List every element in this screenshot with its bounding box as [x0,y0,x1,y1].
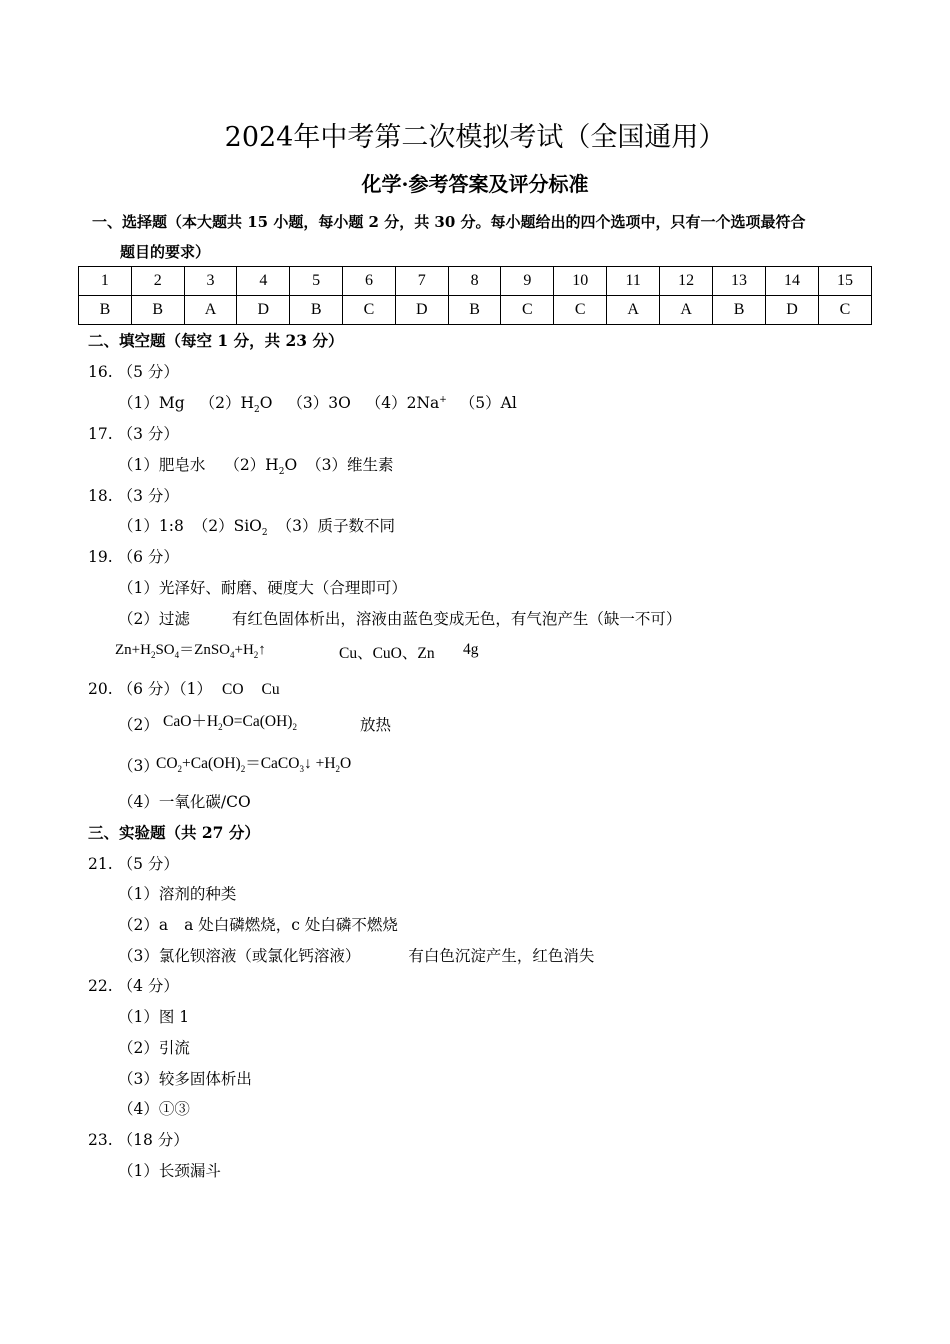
question-number-cell: 3 [184,267,237,296]
q17-answer-3: （3）维生素 [306,456,394,474]
q19-eq-part: SO [155,642,175,658]
q20-equation-3: $CO_2+Ca(OH)_2=CaCO_3↓ +H_2O$ [156,755,352,775]
answer-cell: C [501,296,554,325]
answer-cell: A [184,296,237,325]
q19-answer-4: 4g [463,641,479,658]
q20-eq3-part: O [340,755,352,772]
q20-answer-4: （4）一氧化碳/CO [118,793,251,811]
answer-cell: D [395,296,448,325]
q22-answer-3: （3）较多固体析出 [118,1070,252,1088]
q16-answer-2: $(2)H_2O$ [199,394,273,416]
q19-answer-2a: （2）过滤 [118,610,190,628]
q21-answer-3a: （3）氯化钡溶液（或氯化钙溶液） [118,947,361,965]
answer-table-answer-row [79,296,872,325]
question-number-cell: 2 [131,267,184,296]
q17-answer-2-h: （2）H [224,456,279,474]
q18-answers [118,514,395,538]
q22-answer-1: （1）图 1 [118,1008,190,1026]
question-number-cell: 10 [554,267,607,296]
q16-answer-4 [366,394,447,412]
q19-equation: $Zn+H_2SO_4=ZnSO_4+H_2↑$ [115,642,266,660]
q20-equation-2: $CaO+H_2O=Ca(OH)_2$ [163,713,297,733]
question-number-cell: 11 [607,267,660,296]
q19-answer-2 [118,607,681,629]
q19-answer-3: Cu、CuO、Zn [339,645,435,662]
section1-heading-line2: 题目的要求） [120,243,211,261]
section2-heading: 二、填空题（每空 1 分，共 23 分） [88,331,344,350]
q17-answers [118,453,393,477]
q16-answer-4-na: （4）2Na [365,394,440,412]
q20-eq3-part: +Ca(OH) [182,755,241,772]
q20-label: 20. （6 分）（1） [88,680,212,698]
q16-answer-4-charge: + [439,394,447,405]
question-number-cell: 9 [501,267,554,296]
answer-cell: B [79,296,132,325]
q20-answer-2-label: （2） [118,716,159,734]
q17-answer-1: （1）肥皂水 [118,456,206,474]
q22-label: 22. （4 分） [88,977,179,995]
question-number-cell: 13 [713,267,766,296]
answer-cell: C [818,296,871,325]
q18-answer-3: （3）质子数不同 [276,517,395,535]
q18-answer-2: （2）SiO$_2$ [192,517,268,539]
q19-eq-part: Zn+H [115,642,151,658]
q19-answer-2b: 有红色固体析出，溶液由蓝色变成无色，有气泡产生（缺一不可） [231,610,682,628]
q21-answer-2 [118,913,398,935]
q20-eq2-part: CaO＋H [163,713,219,730]
q16-answers [118,391,517,415]
q22-answer-4: （4）①③ [118,1100,190,1118]
q21-answer-3b: 有白色沉淀产生，红色消失 [408,947,595,965]
answer-cell: A [660,296,713,325]
question-number-cell: 6 [343,267,396,296]
answer-cell: B [131,296,184,325]
answer-cell: B [290,296,343,325]
question-number-cell: 4 [237,267,290,296]
q19-answer-1: （1）光泽好、耐磨、硬度大（合理即可） [118,579,407,597]
q20-eq2-part: O=Ca(OH) [222,713,293,730]
q18-answer-2-sio: （2）SiO [192,517,262,535]
question-number-cell: 1 [79,267,132,296]
question-number-cell: 15 [818,267,871,296]
q18-label: 18. （3 分） [88,487,179,505]
answer-cell: B [713,296,766,325]
q20-label-line [88,677,280,699]
page-title: 2024年中考第二次模拟考试（全国通用） [224,122,726,153]
q18-answer-1: （1）1:8 [118,517,184,535]
answer-table-number-row [79,267,872,296]
q19-eq-part: +H [234,642,254,658]
question-number-cell: 5 [290,267,343,296]
q21-answer-2a: （2）a [118,916,169,934]
q21-label: 21. （5 分） [88,855,179,873]
q20-eq3-part: ↓ +H [303,755,336,772]
q19-eq-part: ＝ZnSO [179,642,230,658]
answer-table [78,266,872,325]
question-number-cell: 8 [448,267,501,296]
q20-answer-1b: Cu [261,681,280,698]
q17-label: 17. （3 分） [88,425,179,443]
answer-cell: D [766,296,819,325]
q23-label: 23. （18 分） [88,1131,189,1149]
q20-answer-1a: CO [221,681,244,698]
q17-answer-2: $(2)H_2O$ [224,456,298,478]
question-number-cell: 12 [660,267,713,296]
answer-cell: C [554,296,607,325]
section1-heading-line1: 一、选择题（本大题共 15 小题，每小题 2 分，共 30 分。每小题给出的四个选项中，只有一个选项最符合 [92,213,806,231]
section1-heading [92,207,872,267]
q21-answer-1: （1）溶剂的种类 [118,885,237,903]
q20-answer-3-label: （3） [118,757,159,775]
answer-cell: B [448,296,501,325]
question-number-cell: 7 [395,267,448,296]
q17-answer-2-o: O [284,456,298,474]
q16-answer-2-h: （2）H [199,394,254,412]
q16-answer-5: （5）Al [459,394,517,412]
question-number-cell: 14 [766,267,819,296]
q23-answer-1: （1）长颈漏斗 [118,1162,221,1180]
page-subtitle: 化学·参考答案及评分标准 [361,172,589,196]
answer-cell: D [237,296,290,325]
q16-answer-1: （1）Mg [118,394,185,412]
q16-answer-2-o: O [259,394,273,412]
q19-equation-line [115,638,266,660]
q20-eq3-part: CO [156,755,178,772]
q21-answer-2b: a 处白磷燃烧，c 处白磷不燃烧 [184,916,398,934]
answer-cell: A [607,296,660,325]
q16-answer-3: （3）3O [287,394,351,412]
q16-label: 16. （5 分） [88,363,179,381]
section3-heading: 三、实验题（共 27 分） [88,823,260,842]
q22-answer-2: （2）引流 [118,1039,190,1057]
q20-eq3-part: ＝CaCO [245,755,300,772]
answer-cell: C [343,296,396,325]
q19-eq-part: ↑ [258,642,266,658]
q19-label: 19. （6 分） [88,548,179,566]
q20-answer-2b: 放热 [360,716,392,734]
q21-answer-3 [118,944,594,966]
